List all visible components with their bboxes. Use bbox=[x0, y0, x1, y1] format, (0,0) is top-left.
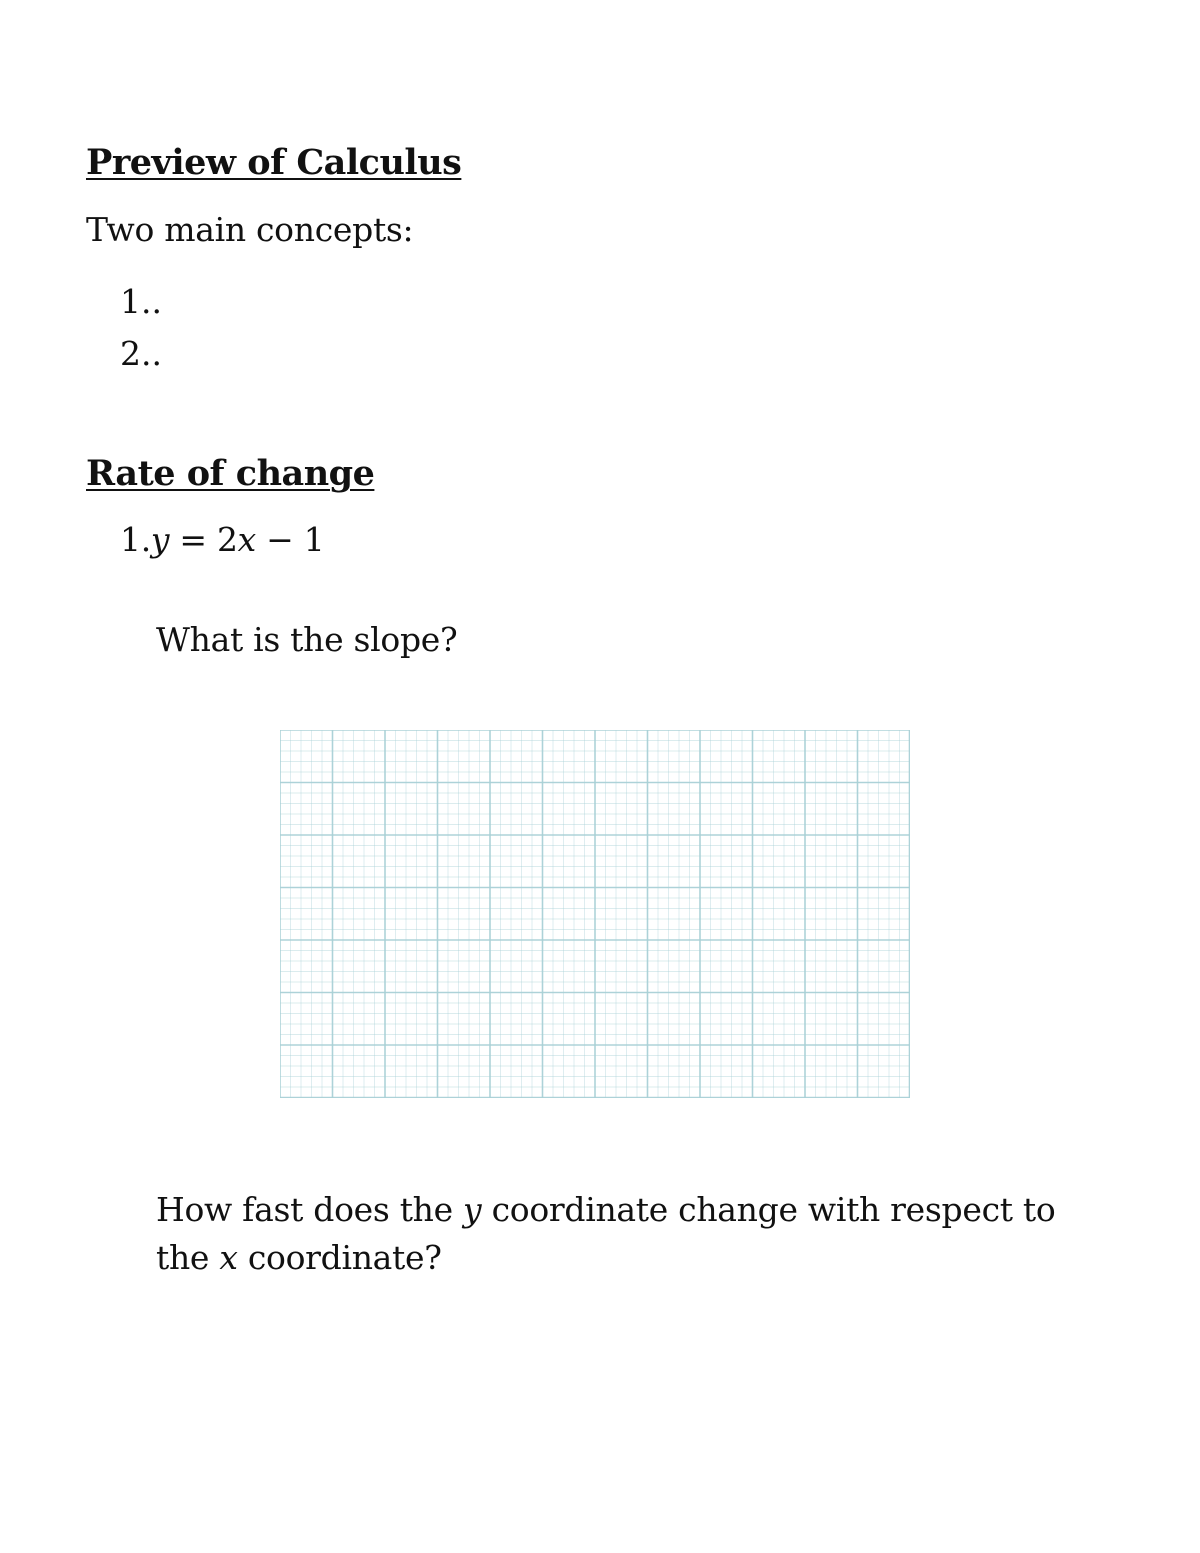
equation-equals: = 2 bbox=[169, 520, 238, 559]
concept-item-2: 2.. bbox=[120, 334, 162, 373]
equation-line bbox=[120, 520, 324, 559]
rate-question bbox=[156, 1186, 1096, 1282]
rate-question-part-1: How fast does the bbox=[156, 1190, 464, 1229]
section-title-preview: Preview of Calculus bbox=[86, 142, 462, 183]
rate-question-var-y: y bbox=[463, 1190, 482, 1229]
slope-question: What is the slope? bbox=[156, 620, 458, 659]
graph-paper bbox=[280, 730, 910, 1098]
concept-list bbox=[120, 276, 162, 380]
rate-question-part-3: coordinate? bbox=[237, 1238, 442, 1277]
equation-var-x: x bbox=[237, 520, 256, 559]
equation-constant: − 1 bbox=[255, 520, 325, 559]
equation-number: 1. bbox=[120, 520, 151, 559]
rate-question-var-x: x bbox=[219, 1238, 238, 1277]
concept-item-1: 1.. bbox=[120, 282, 162, 321]
section-title-rate: Rate of change bbox=[86, 453, 375, 494]
equation-var-y: y bbox=[150, 520, 170, 559]
rate-question-part-2: coordinate change with respect to the bbox=[156, 1190, 1056, 1277]
concepts-intro: Two main concepts: bbox=[86, 210, 414, 249]
